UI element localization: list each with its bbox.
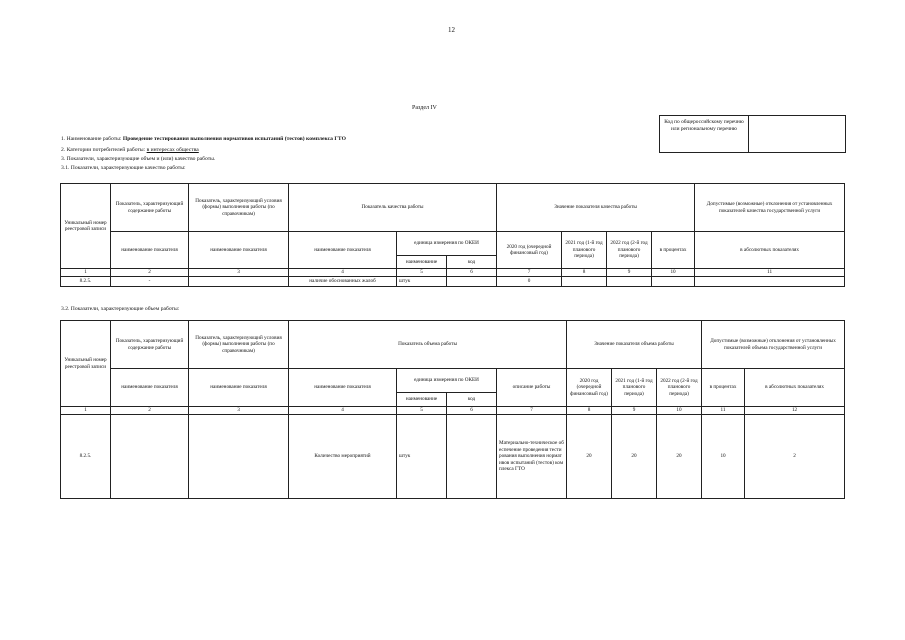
q-col-number: 11 xyxy=(695,269,845,277)
q-h-okei-code: код xyxy=(447,256,497,269)
table-row xyxy=(61,277,845,287)
q-h-percent: в процентах xyxy=(652,232,695,269)
v-col-number: 4 xyxy=(289,407,397,415)
v-h-content: Показатель, характеризующий содержание работы xyxy=(111,321,189,369)
v-col-number: 2 xyxy=(111,407,189,415)
work-name-line xyxy=(61,136,346,142)
v-col-number: 12 xyxy=(745,407,845,415)
quality-heading: 3.1. Показатели, характеризующие качество работы: xyxy=(61,165,186,171)
q-col-number: 8 xyxy=(562,269,607,277)
q-h-value: Значение показателя качества работы xyxy=(497,184,695,232)
v-h-conditions: Показатель, характеризующий условия (формы) выполнения работы (по справочникам) xyxy=(189,321,289,369)
q-col-number: 2 xyxy=(111,269,189,277)
work-name-prefix: 1. Наименование работы: xyxy=(61,136,122,142)
page-number: 12 xyxy=(448,26,455,34)
q-h-year0: 2020 год (очередной финансовый год) xyxy=(497,232,562,269)
code-box-label: Код по общероссийскому перечню или региональному перечню xyxy=(664,119,744,132)
v-col-number: 10 xyxy=(657,407,702,415)
q-col-number: 6 xyxy=(447,269,497,277)
v-h-okei: единица измерения по ОКЕИ xyxy=(397,369,497,393)
quality-table xyxy=(60,183,845,287)
v-col-number: 6 xyxy=(447,407,497,415)
q-h-indicator: Показатель качества работы xyxy=(289,184,497,232)
v-cell-indicator: Количество мероприятий xyxy=(289,415,397,499)
v-cell-abs: 2 xyxy=(745,415,845,499)
q-h-okei-name: наименование xyxy=(397,256,447,269)
v-h-abs: в абсолютных показателях xyxy=(745,369,845,407)
v-col-number: 8 xyxy=(567,407,612,415)
q-h-content: Показатель, характеризующий содержание работы xyxy=(111,184,189,232)
code-box xyxy=(659,115,846,153)
category-prefix: 2. Категории потребителей работы: xyxy=(61,147,146,153)
q-h-deviation: Допустимые (возможные) отклонения от установленных показателей качества государственной услуги xyxy=(695,184,845,232)
v-h-year2: 2022 год (2-й год планового периода) xyxy=(657,369,702,407)
q-cell-indicator: наличие обоснованных жалоб xyxy=(289,277,397,287)
q-col-number: 7 xyxy=(497,269,562,277)
v-col-number: 9 xyxy=(612,407,657,415)
table-row xyxy=(61,415,845,499)
q-col-number: 10 xyxy=(652,269,695,277)
volume-table xyxy=(60,320,845,499)
v-h-indicator: Показатель объема работы xyxy=(289,321,567,369)
category-line xyxy=(61,147,199,153)
v-h-year1: 2021 год (1-й год планового периода) xyxy=(612,369,657,407)
q-h-year1: 2021 год (1-й год планового периода) xyxy=(562,232,607,269)
q-col-number: 9 xyxy=(607,269,652,277)
q-col-number: 5 xyxy=(397,269,447,277)
q-h-name-ind3: наименование показателя xyxy=(289,232,397,269)
v-cell-2020: 20 xyxy=(567,415,612,499)
work-name: Проведение тестирования выполнения нормативов испытаний (тестов) комплекса ГТО xyxy=(122,136,346,142)
q-cell-percent xyxy=(652,277,695,287)
q-cell-conditions xyxy=(189,277,289,287)
q-cell-content: - xyxy=(111,277,189,287)
v-h-name-ind2: наименование показателя xyxy=(189,369,289,407)
q-col-number: 4 xyxy=(289,269,397,277)
q-col-number: 3 xyxy=(189,269,289,277)
q-h-year2: 2022 год (2-й год планового периода) xyxy=(607,232,652,269)
q-h-unique: Уникальный номер реестровой записи xyxy=(61,184,111,269)
v-cell-percent: 10 xyxy=(702,415,745,499)
v-h-year0: 2020 год (очередной финансовый год) xyxy=(567,369,612,407)
v-col-number: 7 xyxy=(497,407,567,415)
v-h-value: Значение показателя объема работы xyxy=(567,321,702,369)
q-h-abs: в абсолютных показателях xyxy=(695,232,845,269)
v-h-okei-code: код xyxy=(447,393,497,407)
code-box-value xyxy=(748,116,846,152)
q-col-number: 1 xyxy=(61,269,111,277)
v-cell-okei xyxy=(447,415,497,499)
v-cell-conditions xyxy=(189,415,289,499)
v-cell-description: Материально-техническое обеспечение проведения тестирования выполнения нормативов испытаний (тестов) комплекса ГТО xyxy=(497,415,567,499)
v-col-number: 3 xyxy=(189,407,289,415)
q-cell-2021 xyxy=(562,277,607,287)
v-h-deviation: Допустимые (возможные) отклонения от установленных показателей объема государственной услуги xyxy=(702,321,845,369)
category-value: в интересах общества xyxy=(146,147,199,153)
q-cell-code: 8.2.5. xyxy=(61,277,111,287)
v-h-percent: в процентах xyxy=(702,369,745,407)
v-h-desc: описание работы xyxy=(497,369,567,407)
q-cell-okei xyxy=(447,277,497,287)
v-col-number: 5 xyxy=(397,407,447,415)
volume-heading: 3.2. Показатели, характеризующие объем работы: xyxy=(61,306,180,312)
section-title: Раздел IV xyxy=(412,105,437,111)
v-cell-content xyxy=(111,415,189,499)
v-cell-code: 8.2.5. xyxy=(61,415,111,499)
q-h-okei: единица измерения по ОКЕИ xyxy=(397,232,497,256)
q-cell-2020: 0 xyxy=(497,277,562,287)
v-col-number: 1 xyxy=(61,407,111,415)
q-cell-abs xyxy=(695,277,845,287)
v-h-name-ind3: наименование показателя xyxy=(289,369,397,407)
v-h-name-ind1: наименование показателя xyxy=(111,369,189,407)
q-h-name-ind2: наименование показателя xyxy=(189,232,289,269)
v-cell-2021: 20 xyxy=(612,415,657,499)
v-h-unique: Уникальный номер реестровой записи xyxy=(61,321,111,407)
v-cell-2022: 20 xyxy=(657,415,702,499)
indicators-line: 3. Показатели, характеризующие объем и (или) качество работы. xyxy=(61,156,216,162)
v-cell-unit: штук xyxy=(397,415,447,499)
q-h-conditions: Показатель, характеризующий условия (формы) выполнения работы (по справочникам) xyxy=(189,184,289,232)
q-cell-unit: штук xyxy=(397,277,447,287)
v-h-okei-name: наименование xyxy=(397,393,447,407)
q-h-name-ind1: наименование показателя xyxy=(111,232,189,269)
v-col-number: 11 xyxy=(702,407,745,415)
q-cell-2022 xyxy=(607,277,652,287)
